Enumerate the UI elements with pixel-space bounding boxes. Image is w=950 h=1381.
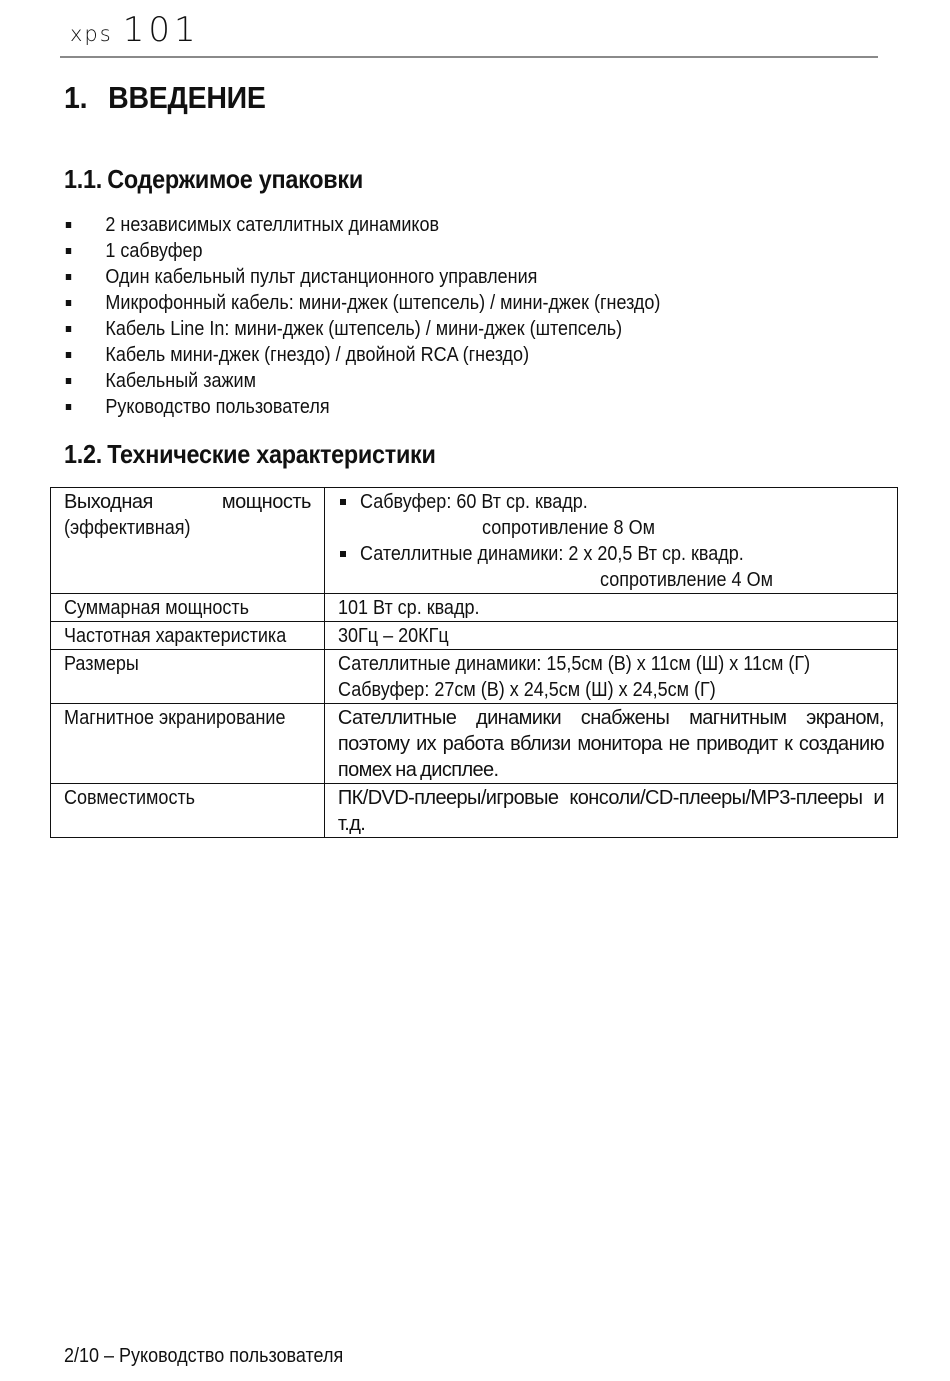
section-number: 1.1. — [64, 164, 102, 194]
list-item: Кабель мини-джек (гнездо) / двойной RCA (гнездо) — [64, 342, 660, 368]
table-row — [51, 622, 898, 650]
spec-label-part: мощность — [221, 491, 311, 513]
spec-label — [51, 594, 325, 622]
logo-model: 101 — [122, 10, 200, 50]
spec-label — [51, 622, 325, 650]
section-heading-package — [64, 164, 363, 195]
section-number: 1.2. — [64, 439, 102, 469]
list-item: 2 независимых сателлитных динамиков — [64, 212, 660, 238]
spec-value — [324, 488, 897, 594]
spec-value-text: 30Гц – 20КГц — [337, 625, 449, 647]
spec-label-part: Выходная — [64, 491, 153, 513]
list-item — [338, 541, 884, 593]
logo-brand: xps — [70, 22, 113, 46]
list-item: Руководство пользователя — [64, 394, 660, 420]
subwoofer-impedance: сопротивление 8 Ом — [481, 517, 655, 539]
spec-value — [324, 622, 897, 650]
spec-value — [324, 650, 897, 704]
table-row — [51, 650, 898, 704]
brand-logo — [70, 10, 200, 50]
spec-label — [51, 650, 325, 704]
section-heading-specs — [64, 439, 436, 470]
satellite-impedance: сопротивление 4 Ом — [599, 569, 773, 591]
specs-table — [50, 487, 898, 838]
list-item: Один кабельный пульт дистанционного управления — [64, 264, 660, 290]
subwoofer-power: Сабвуфер: 60 Вт ср. квадр. — [359, 491, 588, 513]
list-item: 1 сабвуфер — [64, 238, 660, 264]
package-contents-list — [64, 212, 727, 420]
spec-value — [324, 704, 897, 784]
list-item: Кабель Line In: мини-джек (штепсель) / мини-джек (штепсель) — [64, 316, 660, 342]
spec-value-text: Сателлитные динамики снабжены магнитным экраном, поэтому их работа вблизи монитора не приводит к созданию помех на дисплее. — [337, 707, 884, 781]
table-row — [51, 784, 898, 838]
list-item — [338, 489, 884, 541]
spec-label-text: Магнитное экранирование — [64, 707, 286, 729]
spec-label — [51, 784, 325, 838]
chapter-title — [64, 80, 266, 116]
spec-label-text: Размеры — [64, 653, 139, 675]
chapter-title-text: ВВЕДЕНИЕ — [108, 80, 266, 115]
table-row — [51, 594, 898, 622]
chapter-number: 1. — [64, 80, 88, 115]
section-title: Содержимое упаковки — [107, 164, 363, 194]
section-title: Технические характеристики — [107, 439, 436, 469]
list-item: Кабельный зажим — [64, 368, 660, 394]
satellite-power: Сателлитные динамики: 2 x 20,5 Вт ср. квадр. — [359, 543, 744, 565]
spec-label-text: Совместимость — [64, 787, 196, 809]
spec-label-text: Суммарная мощность — [64, 597, 250, 619]
spec-value — [324, 784, 897, 838]
header-divider — [60, 56, 878, 58]
spec-value-text: 101 Вт ср. квадр. — [337, 597, 480, 619]
output-power-list — [338, 489, 884, 593]
spec-label-text: Частотная характеристика — [64, 625, 287, 647]
spec-label — [51, 488, 325, 594]
spec-value — [324, 594, 897, 622]
spec-label-part: (эффективная) — [64, 517, 191, 539]
table-row — [51, 488, 898, 594]
spec-value-text: ПК/DVD-плееры/игровые консоли/CD-плееры/MP3-плееры и т.д. — [337, 787, 884, 835]
page-footer: 2/10 – Руководство пользователя — [64, 1345, 344, 1367]
list-item: Микрофонный кабель: мини-джек (штепсель) / мини-джек (гнездо) — [64, 290, 660, 316]
spec-value-text: Сателлитные динамики: 15,5см (В) x 11см (Ш) x 11см (Г) — [337, 653, 810, 675]
table-row — [51, 704, 898, 784]
spec-value-text: Сабвуфер: 27см (В) x 24,5см (Ш) x 24,5см (Г) — [337, 679, 716, 701]
spec-label — [51, 704, 325, 784]
